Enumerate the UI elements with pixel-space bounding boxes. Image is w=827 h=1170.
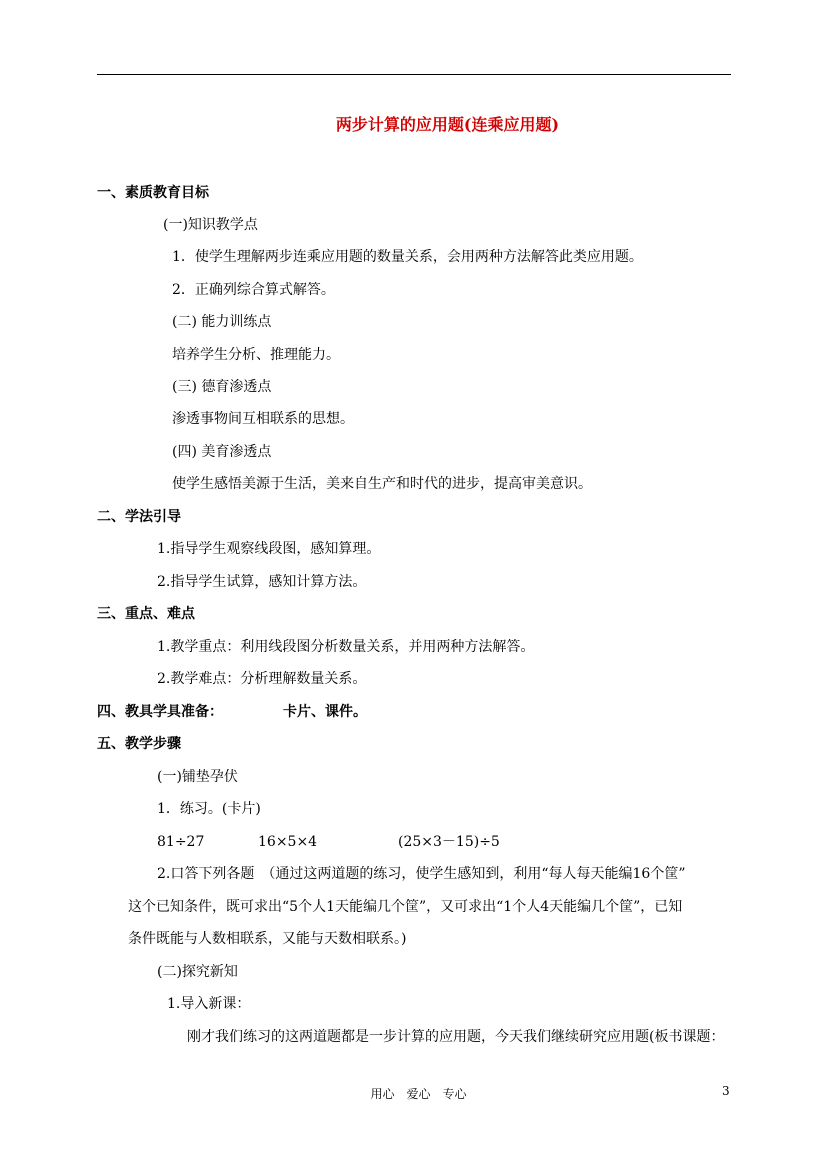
section-1-para-1: 1．使学生理解两步连乘应用题的数量关系，会用两种方法解答此类应用题。 xyxy=(172,249,643,265)
section-3-para-2: 2.教学难点：分析理解数量关系。 xyxy=(157,671,367,687)
section-5-para-2-line-3: 条件既能与人数相联系，又能与天数相联系。) xyxy=(128,931,407,947)
section-1-para-3: 培养学生分析、推理能力。 xyxy=(172,347,340,363)
section-5-heading: 五、教学步骤 xyxy=(97,736,181,752)
header-rule xyxy=(97,74,731,75)
section-1-para-4: 渗透事物间互相联系的思想。 xyxy=(172,411,354,427)
page-number: 3 xyxy=(722,1084,730,1098)
page-footer: 用心 爱心 专心 xyxy=(370,1087,467,1101)
section-5-sub-1: (一)铺垫孕伏 xyxy=(157,769,238,785)
section-5-sub-2: (二)探究新知 xyxy=(157,964,238,980)
section-1-sub-3: (三) 德育渗透点 xyxy=(172,379,272,395)
section-5-para-4: 刚才我们练习的这两道题都是一步计算的应用题，今天我们继续研究应用题(板书课题： xyxy=(187,1029,725,1045)
section-2-heading: 二、学法引导 xyxy=(97,509,181,525)
section-3-heading: 三、重点、难点 xyxy=(97,606,195,622)
section-5-para-3: 1.导入新课： xyxy=(167,996,251,1012)
section-1-sub-2: (二) 能力训练点 xyxy=(172,314,272,330)
section-2-para-2: 2.指导学生试算，感知计算方法。 xyxy=(157,574,367,590)
section-3-para-1: 1.教学重点：利用线段图分析数量关系，并用两种方法解答。 xyxy=(157,639,535,655)
section-5-para-2-line-1: 2.口答下列各题 （通过这两道题的练习，使学生感知到，利用“每人每天能编16个筐” xyxy=(157,866,686,882)
section-1-para-2: 2．正确列综合算式解答。 xyxy=(172,282,335,298)
section-1-heading: 一、素质教育目标 xyxy=(97,185,209,201)
section-1-para-5: 使学生感悟美源于生活，美来自生产和时代的进步，提高审美意识。 xyxy=(172,476,592,492)
section-4-value: 卡片、课件。 xyxy=(283,704,367,720)
section-4-heading: 四、教具学具准备： xyxy=(97,704,223,720)
page-title: 两步计算的应用题(连乘应用题) xyxy=(335,115,560,134)
expression-1: 81÷27 xyxy=(157,834,205,850)
expression-2: 16×5×4 xyxy=(258,834,318,850)
section-2-para-1: 1.指导学生观察线段图，感知算理。 xyxy=(157,541,381,557)
section-5-para-1: 1．练习。(卡片) xyxy=(157,801,261,817)
section-1-sub-1: (一)知识教学点 xyxy=(163,217,258,233)
expression-3: (25×3－15)÷5 xyxy=(398,834,500,850)
section-1-sub-4: (四) 美育渗透点 xyxy=(172,444,272,460)
section-5-para-2-line-2: 这个已知条件，既可求出“5个人1天能编几个筐”，又可求出“1个人4天能编几个筐”，已知 xyxy=(128,899,683,915)
